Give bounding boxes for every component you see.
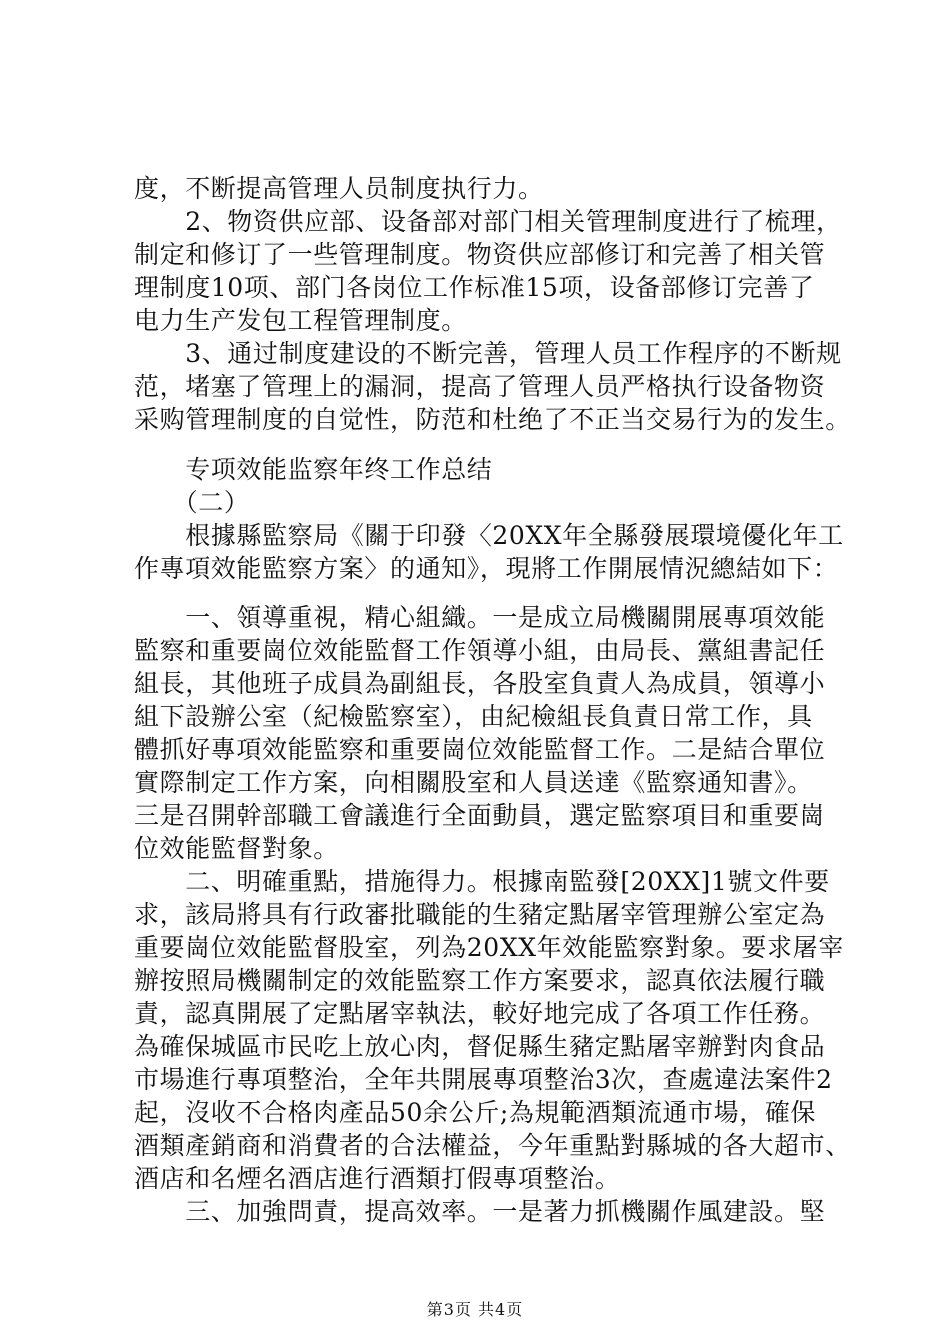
text-line: 位效能監督對象。 — [134, 834, 339, 863]
text-line: 一、領導重視，精心組織。一是成立局機關開展專項效能 — [134, 603, 826, 632]
text-line: 為確保城區市民吃上放心肉，督促縣生豬定點屠宰辦對肉食品 — [134, 1032, 826, 1061]
text-line: 范，堵塞了管理上的漏洞，提高了管理人员严格执行设备物资 — [134, 372, 826, 401]
text-line: 酒店和名煙名酒店進行酒類打假專項整治。 — [134, 1164, 621, 1193]
text-line: 根據縣監察局《關于印發〈20XX年全縣發展環境優化年工 — [134, 521, 844, 550]
text-line: 求，該局將具有行政審批職能的生豬定點屠宰管理辦公室定為 — [134, 900, 826, 929]
text-line: 酒類產銷商和消費者的合法權益，今年重點對縣城的各大超市、 — [134, 1131, 851, 1160]
text-line: 制定和修订了一些管理制度。物资供应部修订和完善了相关管 — [134, 240, 826, 269]
text-line: 采购管理制度的自觉性，防范和杜绝了不正当交易行为的发生。 — [134, 405, 851, 434]
text-line: 實際制定工作方案，向相關股室和人員送達《監察通知書》。 — [134, 768, 813, 797]
text-line: 責，認真開展了定點屠宰執法，較好地完成了各項工作任務。 — [134, 999, 826, 1028]
text-line: 組長，其他班子成員為副組長，各股室負責人為成員，領導小 — [134, 669, 826, 698]
section-subtitle: （二） — [134, 488, 250, 517]
section-title: 专项效能监察年终工作总结 — [134, 455, 493, 484]
text-line: 組下設辦公室（紀檢監察室），由紀檢組長負責日常工作，具 — [134, 702, 813, 731]
text-line: 三是召開幹部職工會議進行全面動員，選定監察項目和重要崗 — [134, 801, 826, 830]
text-line: 电力生产发包工程管理制度。 — [134, 306, 467, 335]
text-line: 3、通过制度建设的不断完善，管理人员工作程序的不断规 — [134, 339, 842, 368]
text-line: 二、明確重點，措施得力。根據南監發[20XX]1號文件要 — [134, 867, 830, 896]
text-line: 三、加強問責，提高效率。一是著力抓機關作風建設。堅 — [134, 1197, 826, 1226]
text-line: 監察和重要崗位效能監督工作領導小組，由局長、黨組書記任 — [134, 636, 826, 665]
text-line: 理制度10项、部门各岗位工作标准15项，设备部修订完善了 — [134, 273, 815, 302]
text-line: 體抓好專項效能監察和重要崗位效能監督工作。二是結合單位 — [134, 735, 826, 764]
text-line: 辦按照局機關制定的效能監察工作方案要求，認真依法履行職 — [134, 966, 826, 995]
text-line: 2、物资供应部、设备部对部门相关管理制度进行了梳理， — [134, 207, 842, 236]
text-line: 起，沒收不合格肉產品50余公斤;為規範酒類流通市場，確保 — [134, 1098, 817, 1127]
text-line: 作專項效能監察方案〉的通知》，現將工作開展情況總結如下： — [134, 554, 839, 583]
text-line: 度，不断提高管理人员制度执行力。 — [134, 174, 544, 203]
page-footer: 第3页 共4页 — [426, 1300, 524, 1319]
text-line: 市場進行專項整治，全年共開展專項整治3次，查處違法案件2 — [134, 1065, 833, 1094]
text-line: 重要崗位效能監督股室，列為20XX年效能監察對象。要求屠宰 — [134, 933, 844, 962]
